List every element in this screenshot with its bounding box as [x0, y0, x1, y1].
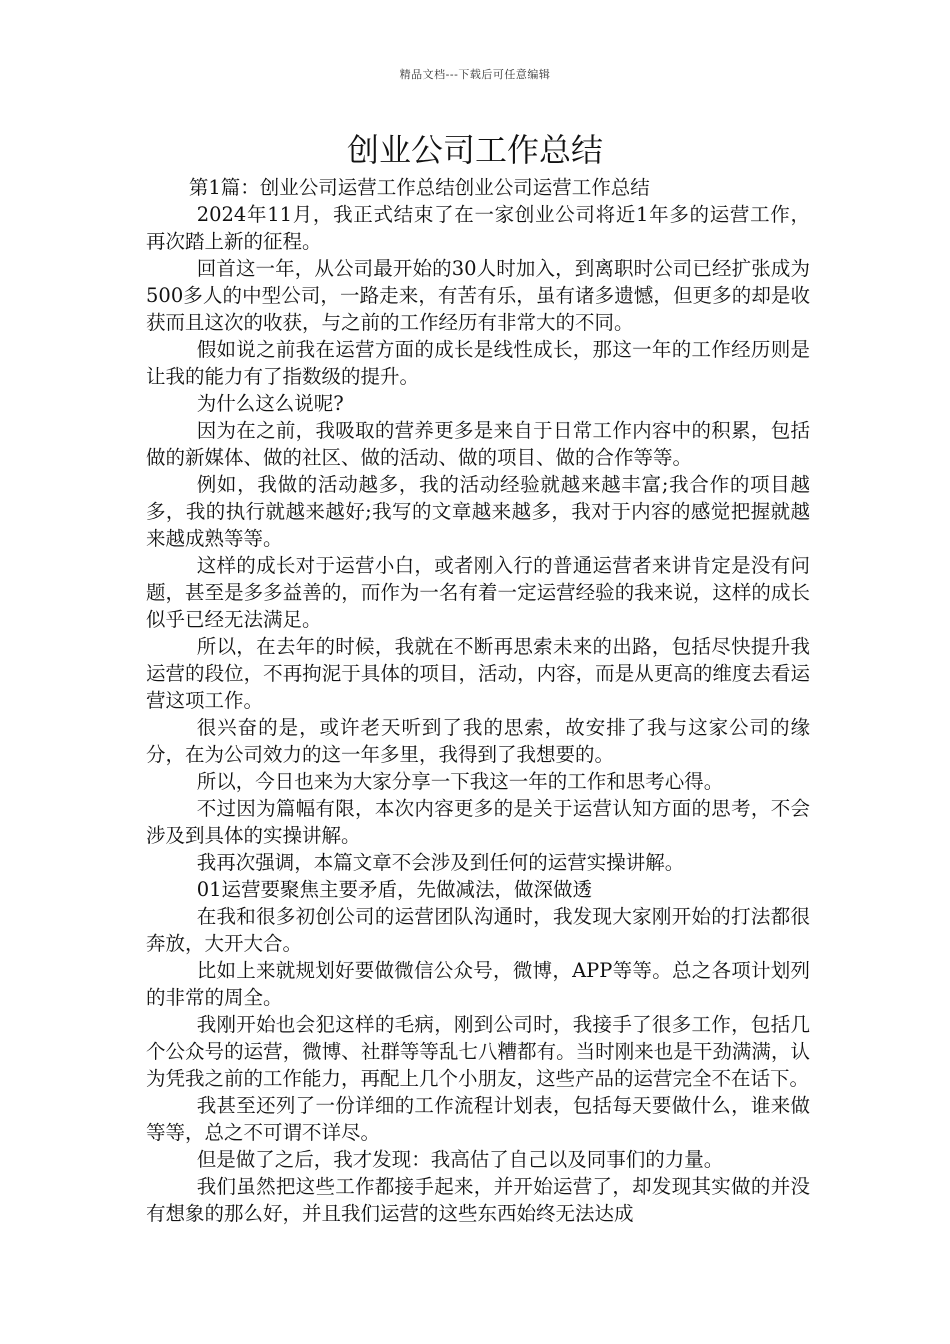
- paragraph: 例如，我做的活动越多，我的活动经验就越来越丰富;我合作的项目越多，我的执行就越来越好;我写的文章越来越多，我对于内容的感觉把握就越来越成熟等等。: [146, 473, 810, 550]
- paragraph: 假如说之前我在运营方面的成长是线性成长，那这一年的工作经历则是让我的能力有了指数级的提升。: [146, 338, 810, 388]
- paragraph: 在我和很多初创公司的运营团队沟通时，我发现大家刚开始的打法都很奔放，大开大合。: [146, 905, 810, 955]
- paragraph: 比如上来就规划好要做微信公众号，微博，APP等等。总之各项计划列的非常的周全。: [146, 959, 810, 1009]
- paragraph: 我刚开始也会犯这样的毛病，刚到公司时，我接手了很多工作，包括几个公众号的运营，微博、社群等等乱七八糟都有。当时刚来也是干劲满满，认为凭我之前的工作能力，再配上几个小朋友，这些产品的运营完全不在话下。: [146, 1013, 810, 1090]
- paragraph: 回首这一年，从公司最开始的30人时加入，到离职时公司已经扩张成为500多人的中型公司，一路走来，有苦有乐，虽有诸多遗憾，但更多的却是收获而且这次的收获，与之前的工作经历有非常大的不同。: [146, 257, 810, 334]
- page-header: 精品文档---下载后可任意编辑: [399, 68, 551, 81]
- paragraph: 所以，今日也来为大家分享一下我这一年的工作和思考心得。: [196, 770, 724, 793]
- paragraph: 所以，在去年的时候，我就在不断再思索未来的出路，包括尽快提升我运营的段位，不再拘泥于具体的项目，活动，内容，而是从更高的维度去看运营这项工作。: [146, 635, 810, 712]
- paragraph: 我甚至还列了一份详细的工作流程计划表，包括每天要做什么，谁来做等等，总之不可谓不详尽。: [146, 1094, 810, 1144]
- paragraph: 2024年11月，我正式结束了在一家创业公司将近1年多的运营工作，再次踏上新的征程。: [146, 203, 810, 253]
- document-title: 创业公司工作总结: [346, 131, 603, 169]
- paragraph: 很兴奋的是，或许老天听到了我的思索，故安排了我与这家公司的缘分，在为公司效力的这一年多里，我得到了我想要的。: [146, 716, 810, 766]
- paragraph: 我再次强调，本篇文章不会涉及到任何的运营实操讲解。: [196, 851, 685, 874]
- paragraph: 因为在之前，我吸取的营养更多是来自于日常工作内容中的积累，包括做的新媒体、做的社区、做的活动、做的项目、做的合作等等。: [146, 419, 810, 469]
- paragraph: 但是做了之后，我才发现：我高估了自己以及同事们的力量。: [196, 1148, 724, 1171]
- document-body: [146, 174, 810, 1227]
- paragraph: 这样的成长对于运营小白，或者刚入行的普通运营者来讲肯定是没有问题，甚至是多多益善的，而作为一名有着一定运营经验的我来说，这样的成长似乎已经无法满足。: [146, 554, 810, 631]
- section-heading: 01运营要聚焦主要矛盾，先做减法，做深做透: [196, 878, 593, 901]
- paragraph: 不过因为篇幅有限，本次内容更多的是关于运营认知方面的思考，不会涉及到具体的实操讲解。: [146, 797, 810, 847]
- paragraph: 我们虽然把这些工作都接手起来，并开始运营了，却发现其实做的并没有想象的那么好，并且我们运营的这些东西始终无法达成: [146, 1175, 810, 1225]
- article-subtitle: 第1篇：创业公司运营工作总结创业公司运营工作总结: [188, 176, 650, 199]
- paragraph: 为什么这么说呢?: [196, 392, 344, 415]
